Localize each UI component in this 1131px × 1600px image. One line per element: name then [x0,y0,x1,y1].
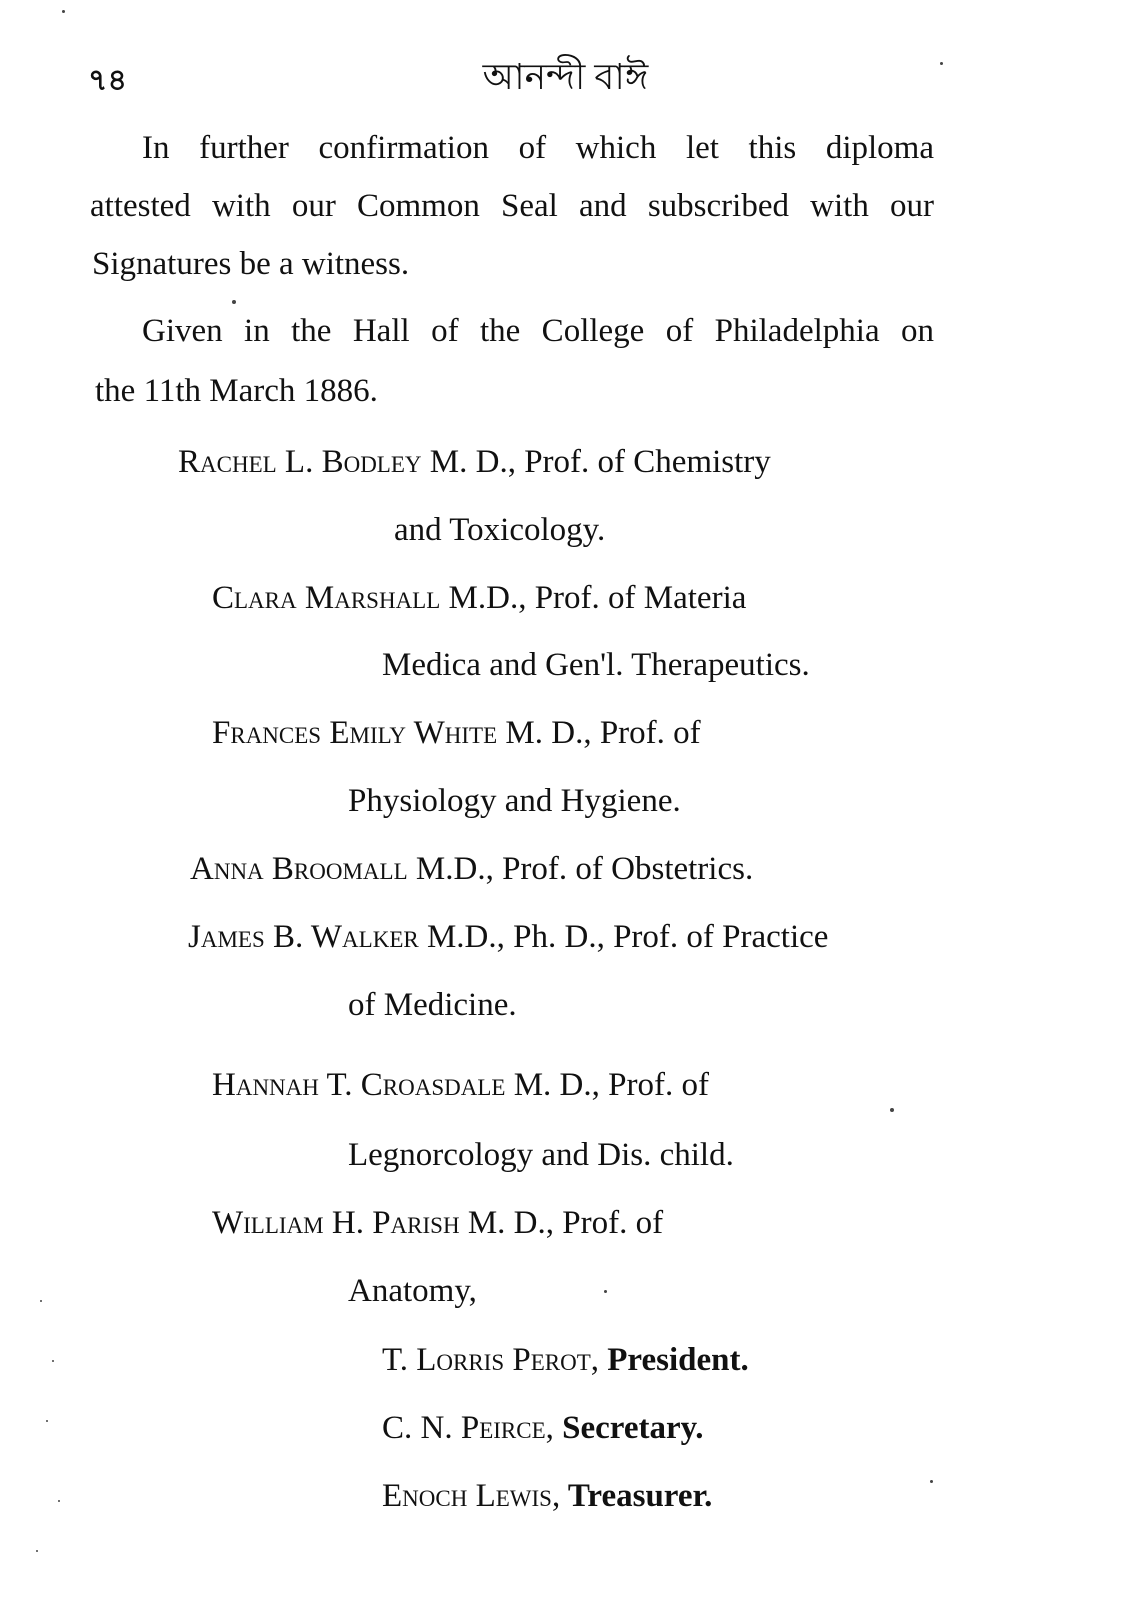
signatory-6-continuation: Legnorcology and Dis. child. [348,1137,734,1173]
signatory-name: Rachel L. Bodley [178,444,422,480]
signatory-title: M.D., Prof. of Obstetrics. [407,851,754,887]
signatory-3 [212,715,701,752]
officer-treasurer [382,1478,712,1515]
officer-name: C. N. Peirce, [382,1410,554,1446]
signatory-1 [178,444,771,481]
scan-speck [940,62,943,65]
signatory-5 [188,919,828,956]
officer-president [382,1342,749,1379]
signatory-6 [212,1067,709,1104]
signatory-name: Hannah T. Croasdale [212,1067,506,1103]
signatory-7 [212,1205,663,1242]
scan-speck [46,1420,48,1422]
signatory-name: James B. Walker [188,919,419,955]
signatory-name: Frances Emily White [212,715,498,751]
officer-name: T. Lorris Perot, [382,1342,600,1378]
signatory-title: M.D., Prof. of Materia [440,580,747,616]
paragraph-1-line-3: Signatures be a witness. [92,246,410,282]
paragraph-2-line-2: the 11th March 1886. [95,373,378,409]
signatory-5-continuation: of Medicine. [348,987,517,1023]
officer-role: Secretary. [553,1410,704,1446]
scan-speck [232,300,236,304]
paragraph-2-line-1: Given in the Hall of the College of Philadelphia on [142,313,934,349]
signatory-1-continuation: and Toxicology. [394,512,606,548]
scan-speck [930,1480,933,1483]
officer-name: Enoch Lewis, [382,1478,561,1514]
page-number: ৭৪ [88,64,127,97]
officer-role: President. [599,1342,749,1378]
scan-speck [40,1300,42,1302]
signatory-name: Anna Broomall [190,851,408,887]
scan-speck [52,1360,54,1362]
signatory-title: M. D., Prof. of [497,715,701,751]
signatory-3-continuation: Physiology and Hygiene. [348,783,681,819]
scan-speck [890,1108,894,1112]
signatory-title: M. D., Prof. of [459,1205,664,1241]
signatory-title: M.D., Ph. D., Prof. of Practice [418,919,829,955]
signatory-title: M. D., Prof. of Chemistry [421,444,771,480]
paragraph-1-line-2: attested with our Common Seal and subscribed with our [90,188,934,224]
scan-speck [62,10,65,13]
signatory-2-continuation: Medica and Gen'l. Therapeutics. [382,647,810,683]
scan-speck [58,1500,60,1502]
signatory-4 [190,851,753,888]
signatory-name: William H. Parish [212,1205,460,1241]
officer-role: Treasurer. [560,1478,713,1514]
signatory-7-continuation: Anatomy, [348,1273,477,1309]
signatory-2 [212,580,746,617]
paragraph-1-line-1: In further confirmation of which let this diploma [142,130,934,166]
scan-speck [604,1290,607,1293]
officer-secretary [382,1410,704,1447]
scan-speck [36,1550,38,1552]
running-title: আনন্দী বাঈ [482,57,649,97]
signatory-title: M. D., Prof. of [505,1067,709,1103]
signatory-name: Clara Marshall [212,580,441,616]
